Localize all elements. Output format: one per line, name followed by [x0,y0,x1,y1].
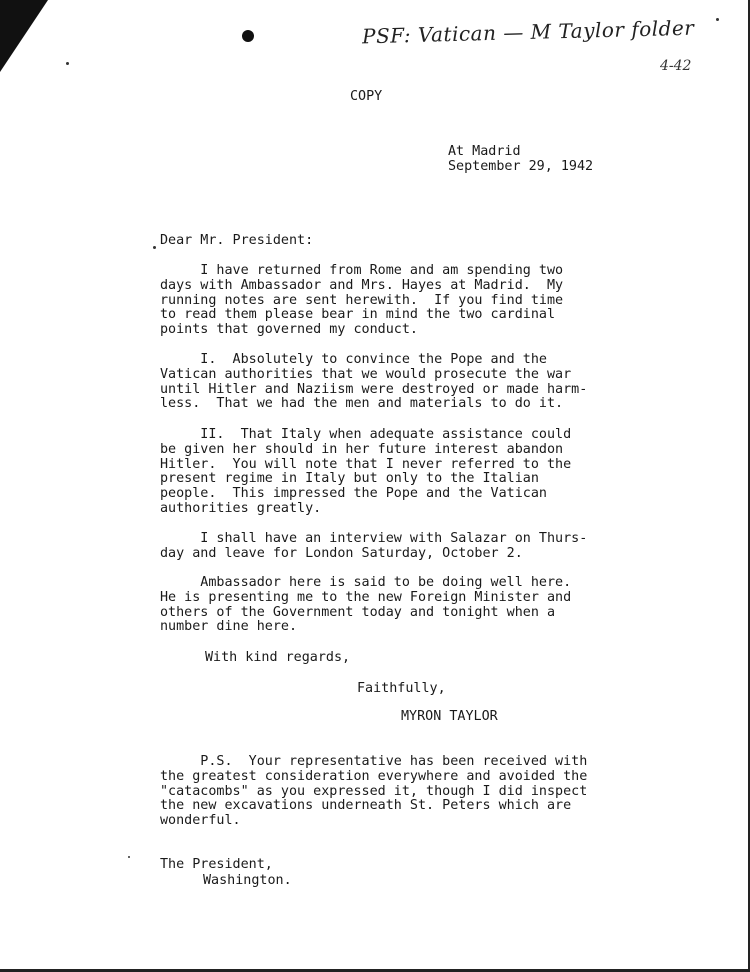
ink-speck [128,856,130,858]
paragraph: Ambassador here is said to be doing well here. He is presenting me to the new Foreign Minister and others of the Government today and tonight when a number dine here. [160,575,572,635]
ink-speck [153,246,156,249]
letter-place: At Madrid [448,144,521,159]
copy-label: COPY [350,89,383,104]
corner-fold [0,0,48,72]
paragraph: I have returned from Rome and am spending two days with Ambassador and Mrs. Hayes at Madrid. My running notes are sent herewith. If you find time to read them please bear in mind the two cardinal points that governed my conduct. [160,263,564,338]
paragraph: I. Absolutely to convince the Pope and the Vatican authorities that we would prosecute the war until Hitler and Naziism were destroyed or made harm- less. That we had the men and materials to do it. [160,352,588,412]
closing-regards: With kind regards, [205,650,351,665]
ink-blot [242,30,254,42]
handwritten-file-note: PSF: Vatican — M Taylor folder [361,15,695,49]
recipient-line-2: Washington. [203,873,292,888]
letter-date: September 29, 1942 [448,159,594,174]
paragraph: II. That Italy when adequate assistance could be given her should in her future interest abandon Hitler. You will note that I never referred to the present regime in Italy but only to the Italian people. This impressed the Pope and the Vatican authorities greatly. [160,427,572,516]
handwritten-mark: 4-42 [660,58,692,74]
ink-speck [716,18,719,21]
recipient-line-1: The President, [160,857,273,872]
postscript: P.S. Your representative has been received with the greatest consideration everywhere and avoided the "catacombs" as you expressed it, though I did inspect the new excavations underneath St. Peters which are wonderful. [160,754,588,829]
salutation: Dear Mr. President: [160,233,314,248]
closing: Faithfully, [357,681,446,696]
signer-name: MYRON TAYLOR [401,709,498,724]
paragraph: I shall have an interview with Salazar on Thurs- day and leave for London Saturday, October 2. [160,531,588,561]
ink-speck [66,62,69,65]
